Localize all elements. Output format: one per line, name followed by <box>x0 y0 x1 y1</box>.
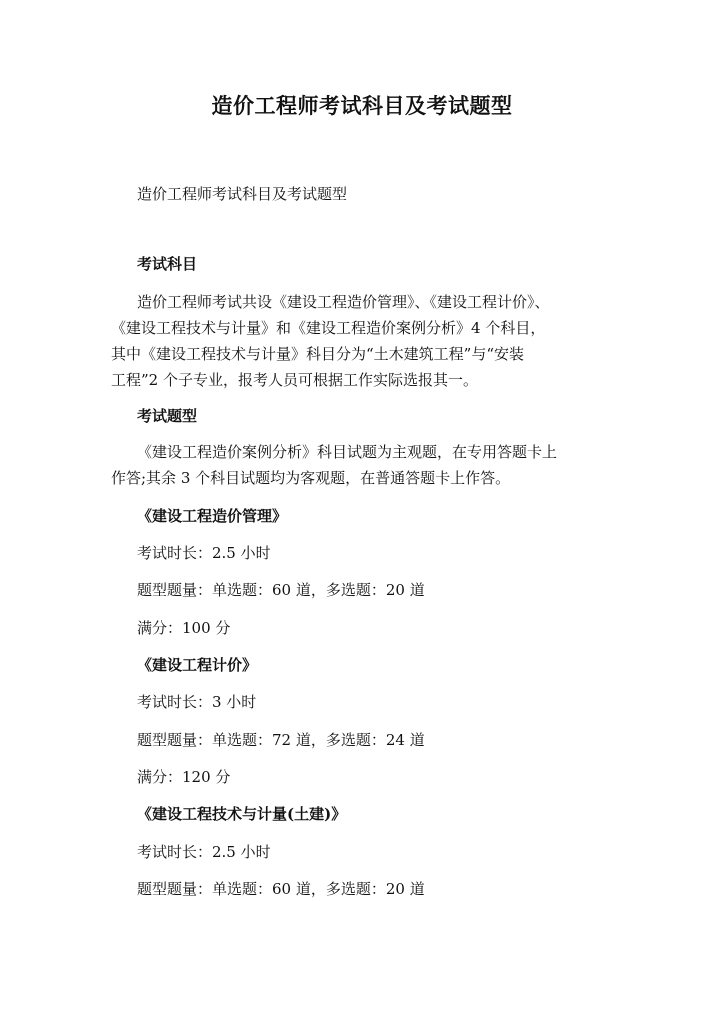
paragraph-line: 《建设工程造价案例分析》科目试题为主观题，在专用答题卡上 <box>137 443 558 461</box>
paragraph-line: 造价工程师考试共设《建设工程造价管理》、《建设工程计价》、 <box>137 293 550 311</box>
paragraph-line: 其中《建设工程技术与计量》科目分为“土木建筑工程”与“安装 <box>111 345 525 363</box>
subject-duration: 考试时长：2.5 小时 <box>137 843 271 861</box>
subject-questions: 题型题量：单选题：72 道，多选题：24 道 <box>137 731 425 749</box>
paragraph-line: 工程”2 个子专业，报考人员可根据工作实际选报其一。 <box>111 371 478 389</box>
subject-name: 《建设工程计价》 <box>137 656 258 674</box>
subject-name: 《建设工程造价管理》 <box>137 507 288 525</box>
paragraph-line: 《建设工程技术与计量》和《建设工程造价案例分析》4 个科目， <box>111 319 546 337</box>
document-title: 造价工程师考试科目及考试题型 <box>211 93 513 118</box>
section-heading-types: 考试题型 <box>137 407 198 425</box>
document-subtitle: 造价工程师考试科目及考试题型 <box>137 185 348 203</box>
subject-questions: 题型题量：单选题：60 道，多选题：20 道 <box>137 581 425 599</box>
section-heading-subjects: 考试科目 <box>137 255 198 273</box>
subject-duration: 考试时长：2.5 小时 <box>137 544 271 562</box>
paragraph-line: 作答;其余 3 个科目试题均为客观题，在普通答题卡上作答。 <box>111 469 511 487</box>
subject-name: 《建设工程技术与计量(土建)》 <box>137 805 347 823</box>
subject-duration: 考试时长：3 小时 <box>137 693 257 711</box>
subject-full-score: 满分：100 分 <box>137 619 231 637</box>
subject-full-score: 满分：120 分 <box>137 768 231 786</box>
subject-questions: 题型题量：单选题：60 道，多选题：20 道 <box>137 880 425 898</box>
